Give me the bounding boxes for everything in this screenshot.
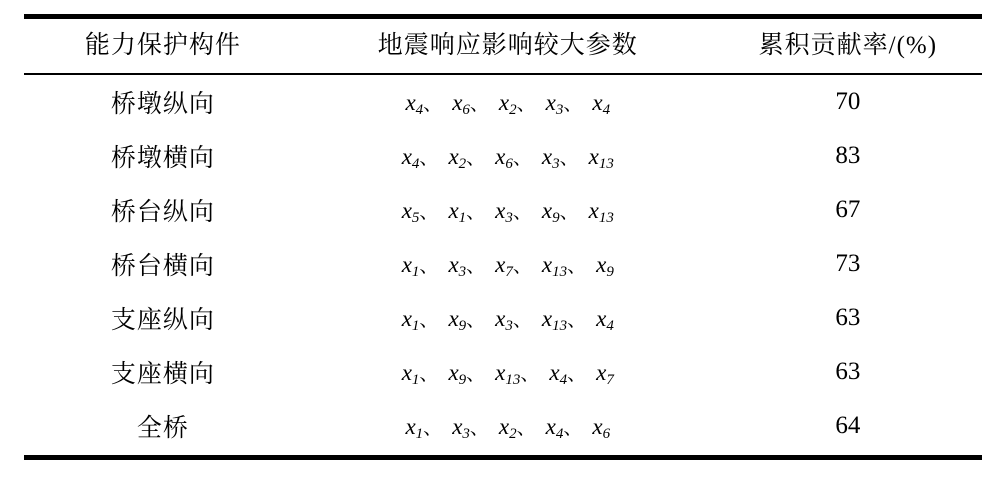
parameter-symbol: $x_4$ bbox=[596, 305, 614, 334]
cell-parameters bbox=[302, 183, 714, 237]
parameter-symbol: $x_2$ bbox=[448, 143, 467, 172]
parameter-symbol: $x_{13}$ bbox=[541, 251, 568, 280]
parameter-separator: 、 bbox=[559, 201, 579, 223]
cell-component: 全桥 bbox=[24, 399, 302, 458]
cell-component: 桥墩横向 bbox=[110, 145, 215, 172]
parameter-separator: 、 bbox=[567, 255, 587, 277]
parameter-separator: 、 bbox=[512, 255, 532, 277]
parameter-symbol: $x_9$ bbox=[541, 197, 560, 226]
cell-contribution-rate: 83 bbox=[835, 142, 861, 169]
cell-component: 桥台纵向 bbox=[110, 199, 215, 226]
cell-contribution-rate: 67 bbox=[835, 196, 861, 223]
parameter-symbol: $x_1$ bbox=[405, 413, 424, 442]
parameter-separator: 、 bbox=[466, 363, 486, 385]
parameter-symbol: $x_{13}$ bbox=[541, 305, 568, 334]
parameter-separator: 、 bbox=[516, 93, 536, 115]
parameter-separator: 、 bbox=[563, 93, 583, 115]
parameter-symbol: $x_6$ bbox=[452, 89, 470, 118]
parameter-separator: 、 bbox=[512, 201, 532, 223]
parameter-separator: 、 bbox=[466, 255, 486, 277]
parameter-separator: 、 bbox=[512, 147, 532, 169]
cell-contribution-rate: 64 bbox=[714, 399, 982, 458]
parameter-symbol: $x_4$ bbox=[401, 143, 420, 172]
parameter-symbol: $x_4$ bbox=[549, 359, 568, 388]
parameter-symbol: $x_4$ bbox=[405, 89, 424, 118]
parameter-symbol: $x_5$ bbox=[401, 197, 420, 226]
table-body bbox=[24, 74, 982, 458]
column-header-component: 能力保护构件 bbox=[24, 17, 302, 75]
parameter-separator: 、 bbox=[469, 417, 489, 439]
table-head bbox=[24, 17, 982, 75]
parameter-symbol: $x_{13}$ bbox=[495, 359, 521, 388]
table-header-row bbox=[24, 17, 982, 75]
parameter-separator: 、 bbox=[419, 147, 439, 169]
parameter-separator: 、 bbox=[423, 93, 443, 115]
cell-parameters bbox=[302, 399, 714, 458]
parameter-separator: 、 bbox=[419, 363, 439, 385]
capacity-protection-table bbox=[24, 14, 982, 460]
cell-parameters bbox=[302, 74, 714, 129]
parameter-symbol: $x_9$ bbox=[448, 305, 467, 334]
parameter-separator: 、 bbox=[466, 147, 486, 169]
parameter-separator: 、 bbox=[559, 147, 579, 169]
parameter-symbol: $x_3$ bbox=[495, 305, 513, 334]
parameter-separator: 、 bbox=[512, 309, 532, 331]
table-row bbox=[24, 237, 982, 291]
parameter-symbol: $x_1$ bbox=[401, 251, 420, 280]
parameter-symbol: $x_3$ bbox=[545, 89, 564, 118]
parameter-separator: 、 bbox=[563, 417, 583, 439]
column-header-rate: 累积贡献率/(%) bbox=[714, 17, 982, 75]
parameter-separator: 、 bbox=[419, 201, 439, 223]
cell-parameters bbox=[302, 345, 714, 399]
parameter-symbol: $x_3$ bbox=[452, 413, 470, 442]
table-row bbox=[24, 183, 982, 237]
cell-parameters bbox=[302, 291, 714, 345]
parameter-separator: 、 bbox=[466, 201, 486, 223]
parameter-symbol: $x_{13}$ bbox=[588, 143, 614, 172]
parameter-symbol: $x_1$ bbox=[448, 197, 467, 226]
parameter-separator: 、 bbox=[419, 309, 439, 331]
table-row bbox=[24, 129, 982, 183]
parameter-symbol: $x_9$ bbox=[596, 251, 614, 280]
cell-contribution-rate: 63 bbox=[835, 304, 861, 331]
parameter-symbol: $x_4$ bbox=[592, 89, 611, 118]
parameter-symbol: $x_{13}$ bbox=[588, 197, 614, 226]
parameter-symbol: $x_3$ bbox=[541, 143, 560, 172]
parameter-separator: 、 bbox=[466, 309, 486, 331]
parameter-symbol: $x_1$ bbox=[401, 359, 420, 388]
parameter-symbol: $x_6$ bbox=[495, 143, 513, 172]
parameter-symbol: $x_2$ bbox=[498, 89, 517, 118]
parameter-symbol: $x_6$ bbox=[592, 413, 611, 442]
table-row bbox=[24, 291, 982, 345]
parameter-separator: 、 bbox=[419, 255, 439, 277]
parameter-separator: 、 bbox=[516, 417, 536, 439]
parameter-symbol: $x_4$ bbox=[545, 413, 564, 442]
parameter-symbol: $x_7$ bbox=[495, 251, 513, 280]
cell-component: 支座纵向 bbox=[110, 307, 215, 334]
cell-contribution-rate: 70 bbox=[835, 88, 861, 115]
cell-component: 支座横向 bbox=[110, 361, 215, 388]
parameter-separator: 、 bbox=[567, 309, 587, 331]
cell-parameters bbox=[302, 237, 714, 291]
parameter-symbol: $x_2$ bbox=[498, 413, 517, 442]
cell-component: 桥墩纵向 bbox=[110, 91, 215, 118]
cell-contribution-rate: 73 bbox=[835, 250, 861, 277]
table-row bbox=[24, 399, 982, 458]
cell-contribution-rate: 63 bbox=[835, 358, 861, 385]
cell-parameters bbox=[302, 129, 714, 183]
parameter-separator: 、 bbox=[520, 363, 540, 385]
parameter-symbol: $x_3$ bbox=[495, 197, 513, 226]
table-row bbox=[24, 74, 982, 129]
parameter-separator: 、 bbox=[423, 417, 443, 439]
parameter-symbol: $x_1$ bbox=[401, 305, 420, 334]
parameter-separator: 、 bbox=[469, 93, 489, 115]
column-header-parameters: 地震响应影响较大参数 bbox=[302, 17, 714, 75]
cell-component: 桥台横向 bbox=[110, 253, 215, 280]
parameter-symbol: $x_3$ bbox=[448, 251, 467, 280]
parameter-symbol: $x_7$ bbox=[596, 359, 614, 388]
table-row bbox=[24, 345, 982, 399]
parameter-separator: 、 bbox=[567, 363, 587, 385]
parameter-symbol: $x_9$ bbox=[448, 359, 467, 388]
